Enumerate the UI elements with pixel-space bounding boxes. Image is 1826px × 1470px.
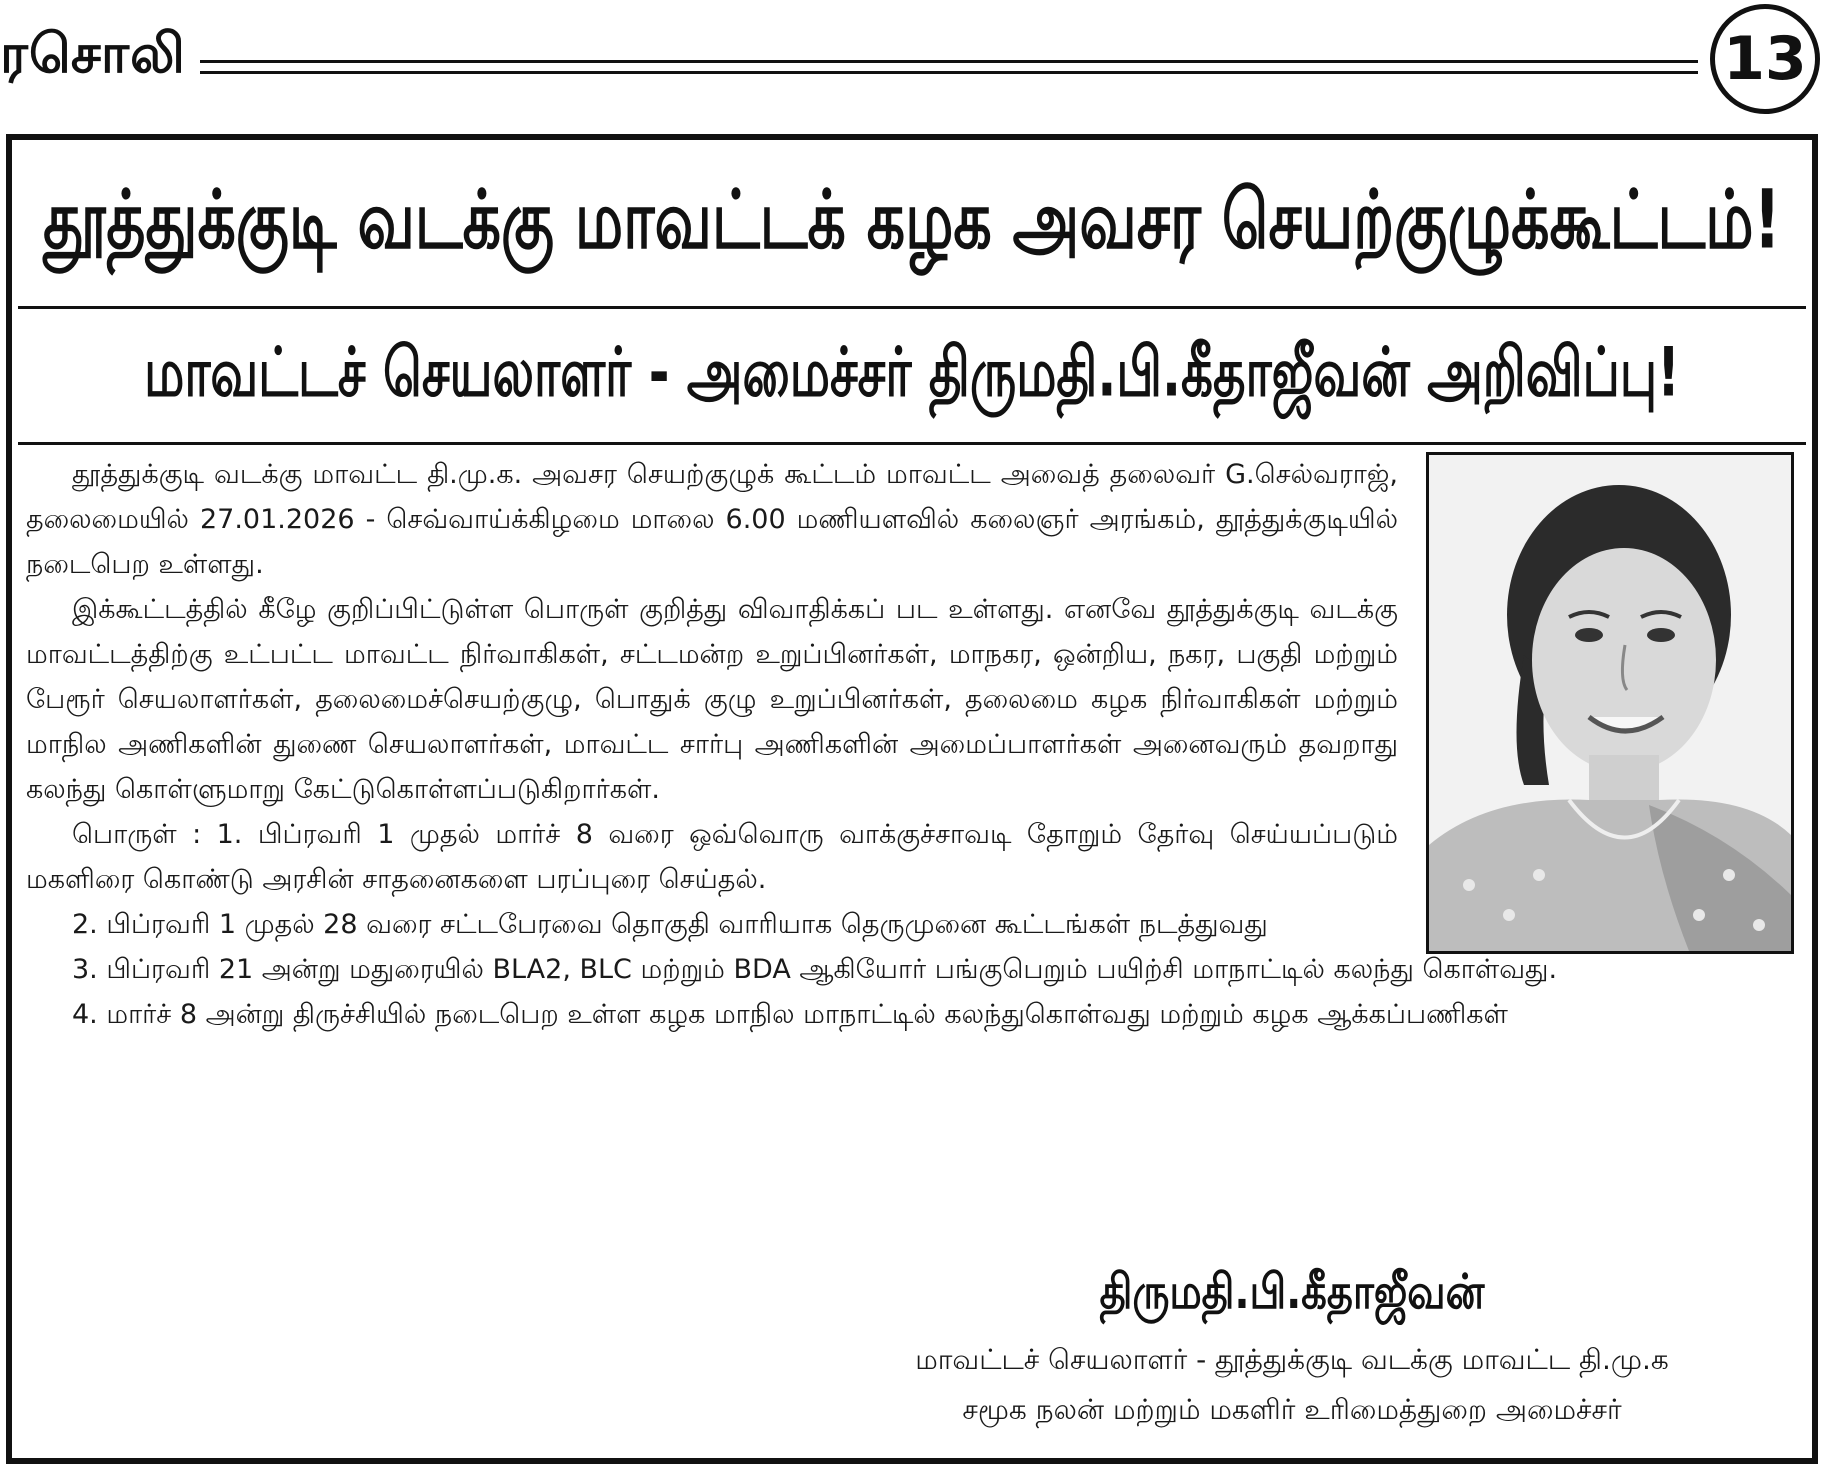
article-body — [26, 452, 1802, 1037]
paragraph-5: 3. பிப்ரவரி 21 அன்று மதுரையில் BLA2, BLC மற்றும் BDA ஆகியோர் பங்குபெறும் பயிற்சி மாநாட்டில் கலந்து கொள்வது. — [72, 954, 1558, 985]
paragraph-3: பொருள் : 1. பிப்ரவரி 1 முதல் மார்ச் 8 வரை ஒவ்வொரு வாக்குச்சாவடி தோறும் தேர்வு செய்யப்படும் மகளிரை கொண்டு அரசின் சாதனைகளை பரப்புரை செய்தல். — [26, 819, 1398, 895]
paragraph-2: இக்கூட்டத்தில் கீழே குறிப்பிட்டுள்ள பொருள் குறித்து விவாதிக்கப் பட உள்ளது. எனவே தூத்துக்குடி வடக்கு மாவட்டத்திற்கு உட்பட்ட மாவட்ட நிர்வாகிகள், சட்டமன்ற உறுப்பினர்கள், மாநகர, ஒன்றிய, நகர, பகுதி மற்றும் பேரூர் செயலாளர்கள், தலைமைச்செயற்குழு, பொதுக் குழு உறுப்பினர்கள், தலைமை கழக நிர்வாகிகள் மற்றும் மாநில அணிகளின் துணை செயலாளர்கள், மாவட்ட சார்பு அணிகளின் அமைப்பாளர்கள் அனைவரும் தவறாது கலந்து கொள்ளுமாறு கேட்டுகொள்ளப்படுகிறார்கள். — [26, 594, 1398, 805]
signatory-title-2: சமூக நலன் மற்றும் மகளிர் உரிமைத்துறை அமைச்சர் — [962, 1393, 1622, 1426]
page-number-badge: 13 — [1710, 4, 1820, 114]
subheadline: மாவட்டச் செயலாளர் - அமைச்சர் திருமதி.பி.கீதாஜீவன் அறிவிப்பு! — [144, 333, 1680, 412]
newspaper-name: ரசொலி — [0, 22, 187, 85]
headline: தூத்துக்குடி வடக்கு மாவட்டக் கழக அவசர செயற்குழுக்கூட்டம்! — [43, 173, 1781, 268]
signature-block — [792, 1264, 1792, 1435]
paragraph-1: தூத்துக்குடி வடக்கு மாவட்ட தி.மு.க. அவசர செயற்குழுக் கூட்டம் மாவட்ட அவைத் தலைவர் G.செல்வராஜ், தலைமையில் 27.01.2026 - செவ்வாய்க்கிழமை மாலை 6.00 மணியளவில் கலைஞர் அரங்கம், தூத்துக்குடியில் நடைபெற உள்ளது. — [26, 459, 1398, 580]
signatory-name: திருமதி.பி.கீதாஜீவன் — [1099, 1264, 1485, 1321]
paragraph-6: 4. மார்ச் 8 அன்று திருச்சியில் நடைபெற உள்ள கழக மாநில மாநாட்டில் கலந்துகொள்வது மற்றும் கழக ஆக்கப்பணிகள் — [72, 999, 1508, 1030]
paragraph-4: 2. பிப்ரவரி 1 முதல் 28 வரை சட்டபேரவை தொகுதி வாரியாக தெருமுனை கூட்டங்கள் நடத்துவது — [72, 909, 1268, 940]
subheadline-box — [18, 312, 1806, 445]
masthead-rule — [200, 60, 1698, 74]
headline-box — [18, 146, 1806, 309]
signatory-title-1: மாவட்டச் செயலாளர் - தூத்துக்குடி வடக்கு மாவட்ட தி.மு.க — [915, 1343, 1669, 1376]
article-frame — [6, 134, 1818, 1464]
masthead — [0, 0, 1826, 128]
